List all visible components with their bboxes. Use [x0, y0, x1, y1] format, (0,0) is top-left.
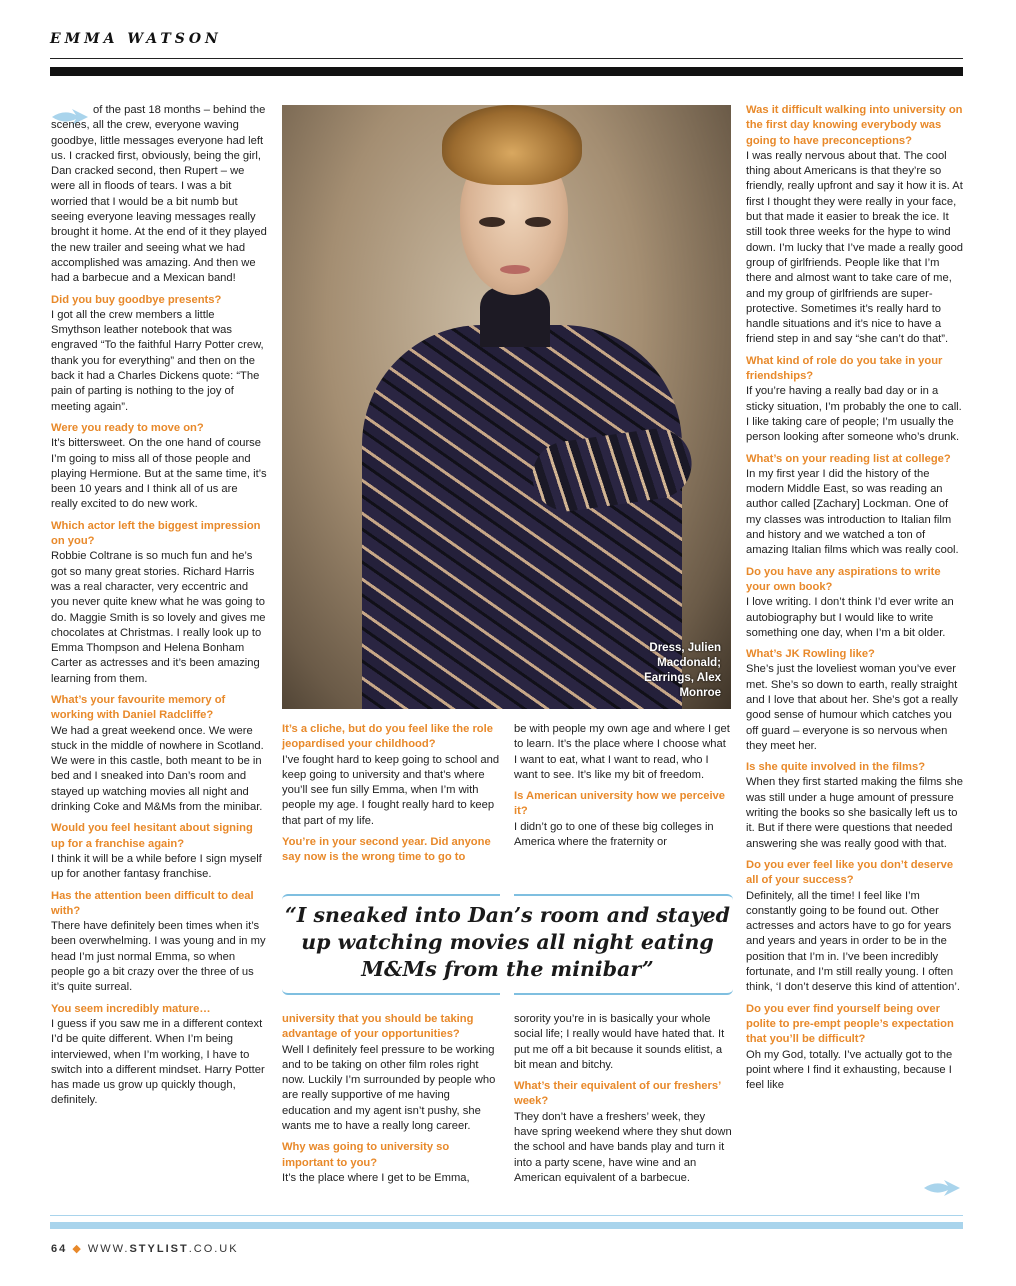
article-column-2a — [282, 722, 500, 866]
interview-question: Which actor left the biggest impression on you? — [51, 519, 261, 548]
page-number: 64 — [51, 1243, 68, 1255]
interview-question: Is she quite involved in the films? — [746, 761, 926, 774]
interview-answer: I think it will be a while before I sign myself up for another fantasy franchise. — [51, 852, 262, 881]
running-head: EMMA WATSON — [50, 31, 222, 47]
interview-question: Do you ever find yourself being over polite to pre-empt people’s expectation that you’ll be difficult? — [746, 1002, 954, 1046]
article-column-2c — [282, 1012, 500, 1186]
interview-question: Has the attention been difficult to deal with? — [51, 889, 254, 917]
interview-question: Do you have any aspirations to write your own book? — [746, 565, 941, 593]
interview-answer: I love writing. I don’t think I’d ever write an autobiography but I would like to write something one day, when I’m a bit older. — [746, 596, 954, 639]
header-rule-thin — [50, 58, 963, 59]
interview-question: Do you ever feel like you don’t deserve all of your success? — [746, 858, 954, 887]
interview-question: What’s your favourite memory of working with Daniel Radcliffe? — [51, 693, 226, 722]
interview-question: You seem incredibly mature… — [51, 1002, 211, 1015]
neck-shape — [480, 287, 550, 347]
interview-question: Was it difficult walking into university on the first day knowing everybody was going to have preconceptions? — [746, 104, 963, 147]
footer-rule-bar — [50, 1222, 963, 1229]
interview-answer: I’ve fought hard to keep going to school and keep going to university and that’s where you’ll see fun silly Emma, when I’m with people my age. I fought really hard to keep that part of my life. — [282, 753, 500, 827]
interview-answer: It’s the place where I get to be Emma, — [282, 1171, 470, 1184]
interview-question: Were you ready to move on? — [51, 421, 204, 434]
interview-question: It’s a cliche, but do you feel like the role jeopardised your childhood? — [282, 723, 493, 751]
interview-answer: I was really nervous about that. The cool thing about Americans is that they’re so friendly, really upfront and say it how it is. At first I thought they were really in your face, but that made it easier to break the ice. It still took three weeks for the hype to wind down. I’m lucky that I’ve made a really good group of girlfriends. People like that I’m there and almost want to take care of me, and my group of girlfriends are super-protective. Sometimes it’s really hard to handle situations and it’s nice to have a friend step in and say “she can’t do that”. — [746, 149, 964, 346]
article-column-1 — [51, 103, 267, 1109]
interview-answer: I didn’t go to one of these big colleges in America where the fraternity or — [514, 820, 714, 849]
lips-shape — [500, 265, 530, 274]
interview-answer: It’s bittersweet. On the one hand of course I’m going to miss all of those people and playing Hermione. But at the same time, it’s been 10 years and I think all of us are really excited to do new work. — [51, 437, 267, 511]
folio-separator: ◆ — [72, 1243, 83, 1255]
interview-answer: sorority you’re in is basically your whole social life; I really would have hated that. It put me off a bit because it sounds elitist, a bit mean and bitchy. — [514, 1013, 725, 1071]
interview-answer: I guess if you saw me in a different context I’d be quite different. When I’m being interviewed, when I’m working, I have to switch into a different mindset. Harry Potter has made us grow up quickly though, definitely. — [51, 1017, 265, 1107]
interview-answer: There have definitely been times when it’s been overwhelming. I was young and in my head I’m just normal Emma, so when people go a bit crazy over the three of us it’s quite surreal. — [51, 920, 266, 994]
left-eye-shape — [479, 217, 505, 227]
interview-answer: We had a great weekend once. We were stuck in the middle of nowhere in Scotland. We were in this castle, both meant to be in bed and I sneaked into Dan’s room and stayed up watching movies all night and drinking Coke and M&Ms from the minibar. — [51, 724, 264, 814]
folio-brand: STYLIST — [129, 1243, 189, 1255]
interview-question: What kind of role do you take in your friendships? — [746, 354, 943, 383]
interview-answer: of the past 18 months – behind the scenes, all the crew, everyone waving goodbye, little messages everyone had left us. I cracked first, obviously, being the girl, Dan cracked second, then Rupert – we were all in floods of tears. I was a bit worried that I would be a bit numb but seeing everyone leaving messages really brought it home. At the end of it they played the new trailer and seeing what we had accomplished was amazing. And then we had a barbecue and a Mexican band! — [51, 104, 267, 285]
pull-quote-text: “I sneaked into Dan’s room and stayed up watching movies all night eating M&Ms from the minibar” — [285, 903, 730, 981]
right-eye-shape — [525, 217, 551, 227]
end-arrow-icon — [922, 1178, 962, 1198]
photo-caption: Dress, Julien Macdonald; Earrings, Alex Monroe — [644, 642, 721, 699]
interview-answer: Definitely, all the time! I feel like I’m constantly going to be found out. Other actresses and actors have to go for years and years and years in order to be in the position that I’m in. I’ve been incredibly fortunate, and I’m still really young. I often think, ‘I don’t deserve this kind of attention’. — [746, 889, 960, 994]
interview-question: Would you feel hesitant about signing up for a franchise again? — [51, 822, 253, 850]
folio-url-prefix: WWW. — [87, 1243, 130, 1255]
article-column-2b — [514, 722, 732, 850]
folio-url-suffix: .CO.UK — [188, 1243, 239, 1255]
interview-question: What’s JK Rowling like? — [746, 648, 875, 661]
hair-shape — [442, 105, 582, 185]
header-rule-thick — [50, 67, 963, 76]
interview-question: Did you buy goodbye presents? — [51, 293, 222, 306]
interview-answer: Robbie Coltrane is so much fun and he’s got so many great stories. Richard Harris was a real character, very eccentric and you never quite knew what he was going to do. Maggie Smith is so lovely and gives me chocolates at Christmas. I really look up to Emma Thompson and Helena Bonham Carter as actresses and it’s been amazing learning from them. — [51, 550, 266, 685]
article-column-2d — [514, 1012, 732, 1186]
interview-answer: In my first year I did the history of the modern Middle East, so was reading an author called [Zachary] Lockman. One of my classes was introduction to Italian film and history and we watched a ton of amazing Italian films which was really cool. — [746, 467, 959, 557]
interview-answer: They don’t have a freshers’ week, they have spring weekend where they shut down the school and have bands play and turn it into a party scene, have wine and an American equivalent of a barbecue. — [514, 1110, 732, 1184]
interview-answer: Well I definitely feel pressure to be working and to be taking on other film roles right now. Luckily I’m surrounded by people who are really supportive of me having education and my agent isn’t pushy, she wants me to have a really long career. — [282, 1043, 496, 1133]
interview-question: What’s on your reading list at college? — [746, 452, 951, 465]
folio — [51, 1242, 239, 1255]
interview-question: university that you should be taking advantage of your opportunities? — [282, 1013, 474, 1041]
interview-answer: Oh my God, totally. I’ve actually got to the point where I find it exhausting, because I feel like — [746, 1048, 953, 1092]
interview-question: Why was going to university so important to you? — [282, 1141, 450, 1169]
cover-photo — [282, 105, 731, 709]
interview-question: You’re in your second year. Did anyone say now is the wrong time to go to — [282, 836, 491, 864]
interview-answer: If you’re having a really bad day or in a sticky situation, I’m probably the one to call. I like taking care of people; I’m usually the person looking after someone who’s drunk. — [746, 385, 962, 444]
pull-quote-notch-top — [500, 890, 514, 900]
pull-quote — [282, 880, 733, 1005]
interview-answer: I got all the crew members a little Smythson leather notebook that was engraved “To the faithful Harry Potter crew, thank you for everything” and then on the back it had a Charles Dickens quote: “The pain of parting is nothing to the joy of meeting again”. — [51, 308, 264, 413]
pull-quote-notch-bottom — [500, 987, 514, 997]
interview-question: What’s their equivalent of our freshers’ week? — [514, 1080, 721, 1108]
interview-answer: She’s just the loveliest woman you’ve ever met. She’s so down to earth, really straight and I love that about her. She’s got a really good sense of humour which catches you off guard – everyone is so nervous when they meet her. — [746, 663, 958, 752]
interview-answer: be with people my own age and where I get to learn. It’s the place where I choose what I want to eat, what I want to read, who I want to see. It’s like my bit of freedom. — [514, 723, 730, 781]
interview-question: Is American university how we perceive it? — [514, 790, 725, 818]
interview-answer: When they first started making the films she was still under a huge amount of pressure writing the books so she basically left us to it. But if there were questions that needed answering she was really good with that. — [746, 776, 963, 850]
article-column-3 — [746, 103, 964, 1093]
footer-rule-thin — [50, 1215, 963, 1216]
